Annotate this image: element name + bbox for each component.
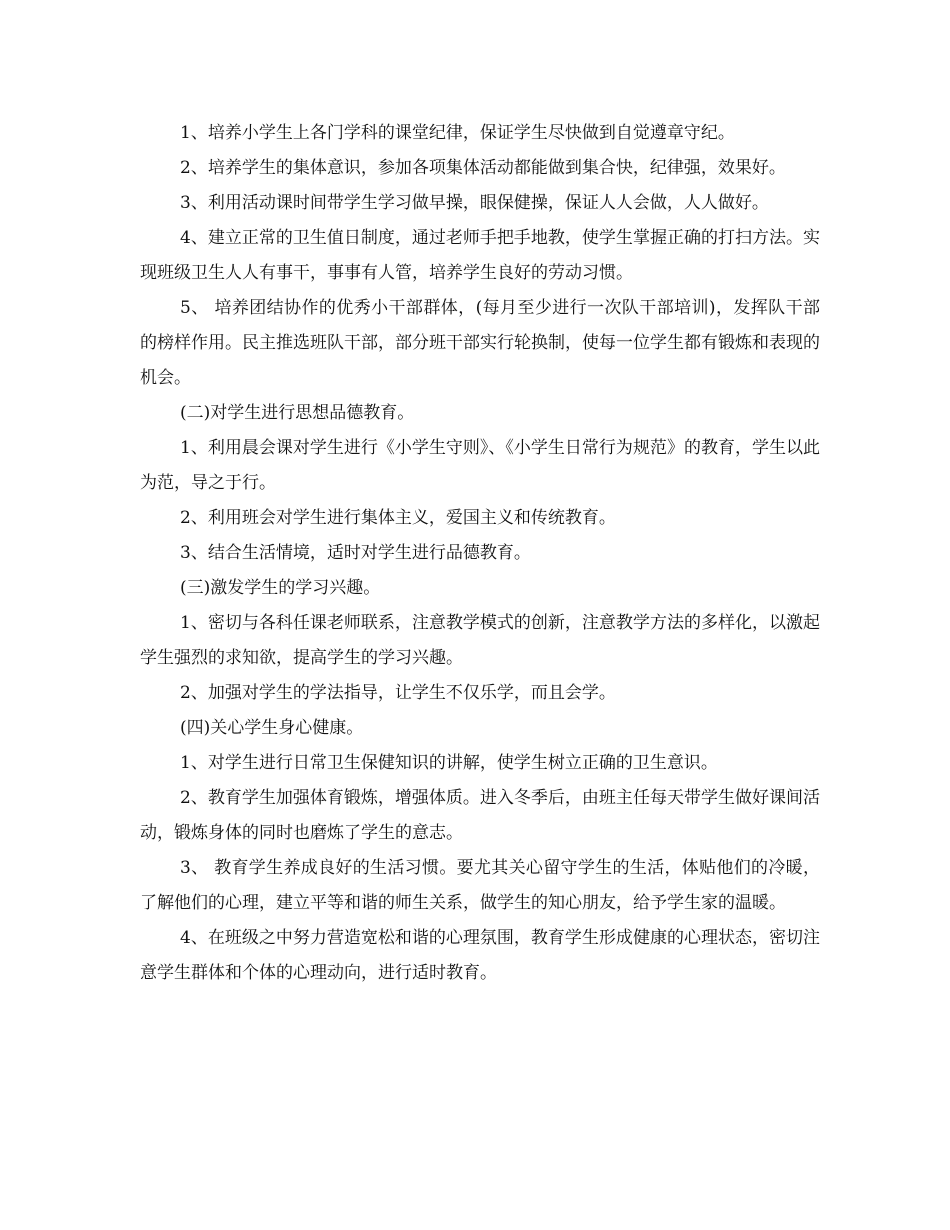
paragraph-6: 1、利用晨会课对学生进行《小学生守则》、《小学生日常行为规范》的教育，学生以此为范，导之于行。 [140, 438, 820, 493]
paragraph-10: 2、加强对学生的学法指导，让学生不仅乐学，而且会学。 [180, 683, 616, 703]
paragraph-11: 1、对学生进行日常卫生保健知识的讲解，使学生树立正确的卫生意识。 [180, 753, 718, 773]
paragraph-14: 4、在班级之中努力营造宽松和谐的心理氛围，教育学生形成健康的心理状态，密切注意学生群体和个体的心理动向，进行适时教育。 [140, 928, 820, 983]
section-heading-4: (四)关心学生身心健康。 [180, 718, 364, 738]
section-heading-2: (二)对学生进行思想品德教育。 [180, 403, 415, 423]
paragraph-13: 3、 教育学生养成良好的生活习惯。要尤其关心留守学生的生活，体贴他们的冷暖，了解他们的心理，建立平等和谐的师生关系，做学生的知心朋友，给予学生家的温暖。 [140, 858, 820, 913]
paragraph-7: 2、利用班会对学生进行集体主义，爱国主义和传统教育。 [180, 508, 616, 528]
paragraph-8: 3、结合生活情境，适时对学生进行品德教育。 [180, 543, 531, 563]
paragraph-1: 1、培养小学生上各门学科的课堂纪律，保证学生尽快做到自觉遵章守纪。 [180, 123, 735, 143]
section-heading-3: (三)激发学生的学习兴趣。 [180, 578, 381, 598]
document-body [140, 116, 820, 991]
paragraph-2: 2、培养学生的集体意识，参加各项集体活动都能做到集合快，纪律强，效果好。 [180, 158, 786, 178]
paragraph-4: 4、建立正常的卫生值日制度，通过老师手把手地教，使学生掌握正确的打扫方法。实现班级卫生人人有事干，事事有人管，培养学生良好的劳动习惯。 [140, 228, 820, 283]
paragraph-9: 1、密切与各科任课老师联系，注意教学模式的创新，注意教学方法的多样化，以激起学生强烈的求知欲，提高学生的学习兴趣。 [140, 613, 820, 668]
paragraph-3: 3、利用活动课时间带学生学习做早操，眼保健操，保证人人会做，人人做好。 [180, 193, 769, 213]
paragraph-12: 2、教育学生加强体育锻炼，增强体质。进入冬季后，由班主任每天带学生做好课间活动，锻炼身体的同时也磨炼了学生的意志。 [140, 788, 820, 843]
paragraph-5: 5、 培养团结协作的优秀小干部群体，(每月至少进行一次队干部培训)，发挥队干部的榜样作用。民主推选班队干部，部分班干部实行轮换制，使每一位学生都有锻炼和表现的机会。 [140, 298, 820, 388]
